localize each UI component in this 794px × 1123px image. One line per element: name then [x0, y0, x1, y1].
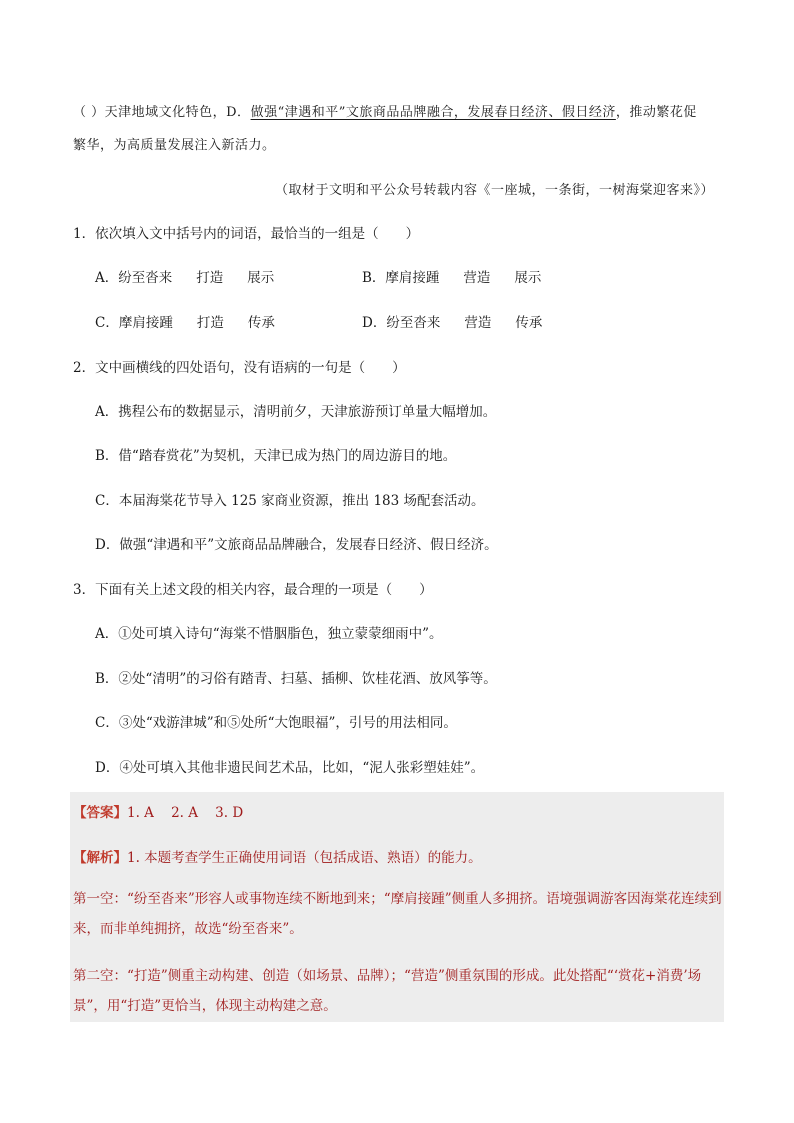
answer-tag: 【答案】	[73, 805, 127, 821]
source-citation: （取材于文明和平公众号转载内容《一座城，一条街，一树海棠迎客来》）	[274, 183, 714, 198]
option-word: 展示	[247, 270, 275, 286]
question-1-option-c	[95, 311, 299, 331]
option-word: 摩肩接踵	[118, 315, 173, 331]
option-word: 展示	[514, 270, 542, 286]
option-label: B．	[362, 270, 386, 286]
question-2-option-a: A．携程公布的数据显示，清明前夕，天津旅游预订单量大幅增加。	[95, 404, 497, 420]
question-1-option-d	[362, 311, 566, 331]
analysis-paragraph-1: 第一空：“纷至沓来”形容人或事物连续不断地到来；“摩肩接踵”侧重人多拥挤。语境强调游客因海棠花连续到来，而非单纯拥挤，故选“纷至沓来”。	[73, 891, 722, 937]
question-3-option-c: C．③处“戏游津城”和⑤处所“大饱眼福”，引号的用法相同。	[95, 715, 457, 731]
analysis-intro: 1. 本题考查学生正确使用词语（包括成语、熟语）的能力。	[127, 850, 482, 866]
question-3-option-d: D．④处可填入其他非遗民间艺术品，比如，“泥人张彩塑娃娃”。	[95, 760, 485, 776]
option-label: C．	[95, 315, 119, 331]
option-word: 纷至沓来	[118, 270, 173, 286]
option-label: D．	[362, 315, 387, 331]
option-word: 打造	[196, 315, 224, 331]
answer-line	[73, 801, 243, 821]
question-2-stem: 2．文中画横线的四处语句，没有语病的一句是（ ）	[73, 360, 406, 376]
option-word: 传承	[515, 315, 543, 331]
underlined-sentence-d: 做强“津遇和平”文旅商品品牌融合，发展春日经济、假日经济	[250, 105, 616, 120]
passage-text: （ ）天津地域文化特色，D．	[73, 105, 251, 120]
passage-text: ，推动繁花促	[615, 105, 697, 120]
question-3-option-b: B．②处“清明”的习俗有踏青、扫墓、插柳、饮桂花酒、放风筝等。	[95, 671, 497, 687]
question-1-option-b	[362, 266, 565, 286]
question-2-option-b: B．借“踏春赏花”为契机，天津已成为热门的周边游目的地。	[95, 448, 457, 464]
option-word: 营造	[463, 270, 491, 286]
analysis-paragraph-2: 第二空：“打造”侧重主动构建、创造（如场景、品牌）；“营造”侧重氛围的形成。此处搭配“‘赏花+消费’场景”，用“打造”更恰当，体现主动构建之意。	[73, 968, 702, 1014]
question-3-option-a: A．①处可填入诗句“海棠不惜胭脂色，独立蒙蒙细雨中”。	[95, 626, 443, 642]
question-2-option-c: C．本届海棠花节导入 125 家商业资源，推出 183 场配套活动。	[95, 493, 485, 509]
question-2-option-d: D．做强“津遇和平”文旅商品品牌融合，发展春日经济、假日经济。	[95, 537, 498, 553]
question-3-stem: 3．下面有关上述文段的相关内容，最合理的一项是（ ）	[73, 582, 433, 598]
question-1-stem: 1．依次填入文中括号内的词语，最恰当的一组是（ ）	[73, 226, 420, 242]
option-word: 打造	[196, 270, 224, 286]
option-word: 纷至沓来	[386, 315, 441, 331]
passage-line-1	[73, 101, 697, 120]
answer-text: 1. A 2. A 3. D	[127, 805, 244, 821]
question-1-option-a	[95, 266, 298, 286]
option-word: 营造	[464, 315, 492, 331]
passage-line-2: 繁华，为高质量发展注入新活力。	[73, 138, 276, 153]
option-label: A．	[95, 270, 119, 286]
option-word: 传承	[247, 315, 275, 331]
analysis-tag: 【解析】	[73, 850, 127, 866]
option-word: 摩肩接踵	[385, 270, 440, 286]
analysis-line	[73, 846, 482, 866]
